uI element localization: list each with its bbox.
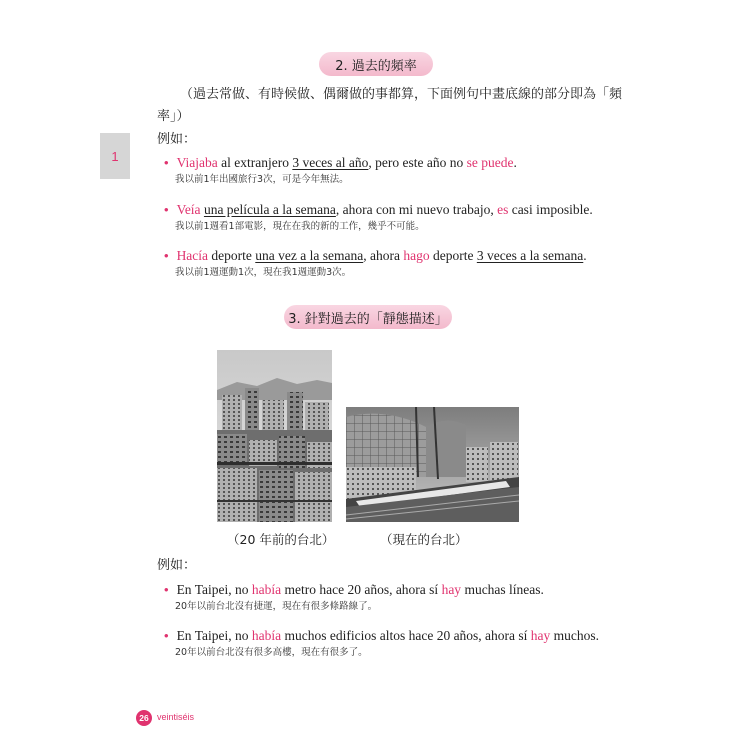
section-heading-text: 2. 過去的頻率 [335, 58, 417, 74]
highlighted-verb: se puede [466, 155, 514, 170]
sentence-text: En Taipei, no [176, 582, 252, 597]
highlighted-verb: hay [441, 582, 462, 597]
example-translation: 我以前1週看1部電影，現在在我的新的工作，幾乎不可能。 [175, 221, 425, 232]
sentence-text: . [583, 248, 587, 263]
note-line-2: 率」） [157, 109, 190, 124]
highlighted-verb: Hacía [176, 248, 209, 263]
caption-present: （現在的台北） [380, 532, 468, 547]
example-sentence [164, 153, 517, 173]
example-label: 例如： [157, 132, 197, 147]
underlined-frequency: una película a la semana [203, 202, 336, 217]
bullet-icon: • [164, 582, 169, 597]
sentence-text: , pero este año no [368, 155, 467, 170]
section-heading-frequency [319, 52, 433, 76]
highlighted-verb: había [251, 582, 282, 597]
chapter-tab-number: 1 [111, 148, 119, 164]
example-sentence [164, 200, 593, 220]
sentence-text: deporte [208, 248, 256, 263]
example-translation: 我以前1年出國旅行3次，可是今年無法。 [175, 174, 349, 185]
sentence-text: casi imposible. [508, 202, 593, 217]
example-translation: 我以前1週運動1次，現在我1週運動3次。 [175, 267, 352, 278]
page-number-word: veintiséis [157, 712, 195, 722]
sentence-text: metro hace 20 años, ahora sí [281, 582, 442, 597]
sentence-text: En Taipei, no [176, 628, 252, 643]
photo-taipei-past [217, 350, 332, 522]
bullet-icon: • [164, 628, 169, 643]
highlighted-verb: Viajaba [176, 155, 218, 170]
sentence-text: muchos edificios altos hace 20 años, ahora sí [281, 628, 531, 643]
example-translation: 20年以前台北沒有很多高樓，現在有很多了。 [175, 647, 368, 658]
underlined-frequency: una vez a la semana [255, 248, 364, 263]
sentence-text: muchos. [550, 628, 600, 643]
section-heading-text: 3. 針對過去的「靜態描述」 [288, 311, 448, 327]
example-sentence [164, 246, 587, 266]
sentence-text: . [513, 155, 517, 170]
highlighted-verb: es [497, 202, 509, 217]
chapter-tab [100, 133, 130, 179]
sentence-text: , ahora con mi nuevo trabajo, [335, 202, 498, 217]
page-number-badge [136, 710, 152, 726]
bullet-icon: • [164, 202, 169, 217]
highlighted-verb: hay [530, 628, 551, 643]
highlighted-verb: Veía [176, 202, 201, 217]
section-heading-static-description [284, 305, 452, 329]
underlined-frequency: 3 veces al año [292, 155, 369, 170]
highlighted-verb: había [251, 628, 282, 643]
highlighted-verb: hago [403, 248, 430, 263]
example-label: 例如： [157, 558, 197, 573]
page-number: 26 [139, 713, 149, 723]
sentence-text: al extranjero [217, 155, 293, 170]
sentence-text: , ahora [363, 248, 404, 263]
sentence-text: muchas líneas. [461, 582, 544, 597]
bullet-icon: • [164, 248, 169, 263]
example-translation: 20年以前台北沒有捷運，現在有很多條路線了。 [175, 601, 378, 612]
photo-taipei-present [346, 407, 519, 522]
note-line-1: （過去常做、有時候做、偶爾做的事都算，下面例句中畫底線的部分即為「頻 [180, 87, 623, 102]
example-sentence [164, 580, 544, 600]
caption-past: （20 年前的台北） [227, 532, 335, 547]
underlined-frequency: 3 veces a la semana [476, 248, 584, 263]
example-sentence [164, 626, 599, 646]
sentence-text: deporte [429, 248, 477, 263]
bullet-icon: • [164, 155, 169, 170]
